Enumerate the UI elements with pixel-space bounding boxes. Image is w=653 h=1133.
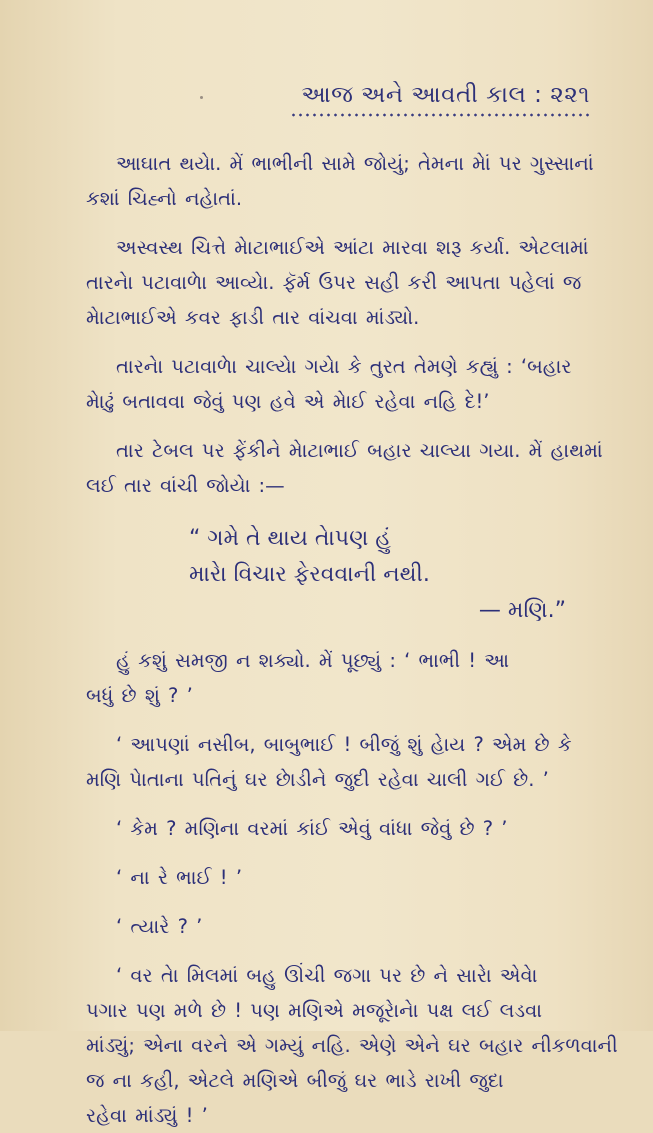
text-line: બધું છે શું ? ’ (86, 684, 193, 707)
text-line: ‘ ત્યારે ? ’ (116, 915, 203, 938)
text-line: મણિ પેાતાના પતિનું ઘર છેાડીને જુદી રહેવા ચાલી ગઈ છે. ’ (86, 768, 549, 791)
text-line: મેાઢું બતાવવા જેવું પણ હવે એ મેાઈ રહેવા નહિ દે!’ (86, 390, 490, 413)
paragraph (86, 727, 596, 797)
quote-line: મારેા વિચાર ફેરવવાની નથી. (189, 562, 430, 587)
text-line: ‘ ના રે ભાઈ ! ’ (116, 866, 243, 889)
paragraph (86, 230, 596, 335)
text-line: માંડ્યું; એના વરને એ ગમ્યું નહિ. એણે એને ઘર બહાર નીકળવાની (86, 1034, 618, 1057)
text-line: જ ના કહી, એટલે મણિએ બીજું ઘર ભાડે રાખી જુદા (86, 1069, 504, 1092)
paragraph (86, 433, 603, 503)
text-line: તારનેા પટાવાળેા આવ્યેા. ફૅર્મ ઉપર સહી કરી આપતા પહેલાં જ (86, 271, 582, 294)
text-line: રહેવા માંડ્યું ! ’ (86, 1104, 208, 1127)
text-line: તારનેા પટાવાળેા ચાલ્યેા ગયેા કે તુરત તેમણે કહ્યું : ‘બહાર (116, 355, 572, 378)
text-line: ‘ કેમ ? મણિના વરમાં કાંઈ એવું વાંધા જેવું છે ? ’ (116, 817, 508, 840)
paragraph (86, 643, 596, 713)
text-line: તાર ટેબલ પર ફેંકીને મેાટાભાઈ બહાર ચાલ્યા ગયા. મેં હાથમાં (116, 439, 603, 462)
running-head: આજ અને આવતી કાલ : ૨૨૧ (301, 82, 590, 108)
page-body (86, 146, 618, 1133)
text-line: કશાં ચિહ્નો નહેાતાં. (86, 187, 243, 210)
paragraph (86, 811, 596, 846)
quote-signature: — મણિ.” (478, 598, 566, 623)
paragraph (86, 958, 618, 1133)
paragraph (86, 349, 596, 419)
text-line: ‘ વર તેા મિલમાં બહુ ઊંચી જગા પર છે ને સારેા એવેા (116, 964, 538, 987)
text-line: લઈ તાર વાંચી જોયેા :— (86, 474, 285, 497)
paragraph (86, 909, 596, 944)
text-line: પગાર પણ મળે છે ! પણ મણિએ મજૂરેાનેા પક્ષ લઈ લડવા (86, 999, 543, 1022)
paragraph (86, 860, 596, 895)
quote-line: “ ગમે તે થાય તેાપણ હું (189, 526, 391, 551)
dotted-rule (290, 112, 590, 118)
text-line: હું કશું સમજી ન શક્યો. મેં પૂછ્યું : ‘ ભાભી ! આ (116, 649, 510, 672)
text-line: મેાટાભાઈએ કવર ફાડી તાર વાંચવા માંડ્યો. (86, 306, 420, 329)
text-line: આઘાત થયેા. મેં ભાભીની સામે જોયું; તેમના મેાં પર ગુસ્સાનાં (116, 152, 594, 175)
text-line: અસ્વસ્થ ચિત્તે મેાટાભાઈએ આંટા મારવા શરૂ કર્યા. એટલામાં (116, 236, 589, 259)
telegram-quote (86, 521, 596, 593)
page-header (280, 82, 590, 118)
paper-speck (200, 96, 203, 99)
paragraph (86, 146, 596, 216)
text-line: ‘ આપણાં નસીબ, બાબુભાઈ ! બીજું શું હેાય ? એમ છે કે (116, 733, 572, 756)
